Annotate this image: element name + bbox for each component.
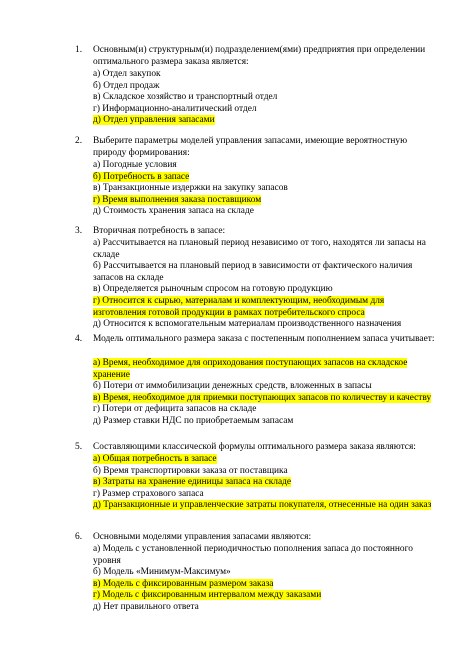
question-number: 6.: [75, 532, 83, 542]
option-b: б) Время транспортировки заказа от поставщика: [93, 465, 288, 476]
option-a: а) Время, необходимое для оприходования поступающих запасов на складское хранение: [93, 358, 408, 380]
question-stem: Вторичная потребность в запасе:: [93, 226, 226, 236]
option-d: д) Отдел управления запасами: [93, 115, 215, 126]
option-d: д) Транзакционные и управленческие затраты покупателя, отнесенные на один заказ: [93, 500, 432, 511]
option-g: г) Размер страхового запаса: [93, 488, 204, 499]
question-number: 3.: [75, 226, 83, 236]
options-list: [93, 69, 438, 127]
option-d: д) Относится к вспомогательным материалам производственного назначения: [93, 319, 402, 330]
question-number: 5.: [75, 442, 83, 452]
option-b: б) Потребность в запасе: [93, 171, 190, 182]
option-b: б) Отдел продаж: [93, 80, 160, 91]
option-b: б) Потери от иммобилизации денежных средств, вложенных в запасы: [93, 381, 372, 392]
option-v: в) Складское хозяйство и транспортный отдел: [93, 92, 278, 103]
option-v: в) Затраты на хранение единицы запаса на складе: [93, 477, 292, 488]
options-list: [93, 160, 438, 218]
option-b: б) Модель «Минимум-Максимум»: [93, 567, 231, 578]
option-d: д) Нет правильного ответа: [93, 601, 199, 612]
option-v: в) Определяется рыночным спросом на готовую продукцию: [93, 284, 333, 295]
question-number: 2.: [75, 136, 83, 146]
option-g: г) Потери от дефицита запасов на складе: [93, 404, 257, 415]
options-list: [93, 544, 438, 614]
options-list: [93, 358, 438, 428]
option-b: б) Рассчитывается на плановый период в зависимости от фактического наличия запасов на складе: [93, 261, 413, 283]
option-g: г) Информационно-аналитический отдел: [93, 103, 257, 114]
options-list: [93, 238, 438, 331]
question-stem: Основным(и) структурным(и) подразделением(ями) предприятия при определении оптимального размера заказа является:: [93, 45, 426, 67]
option-a: а) Погодные условия: [93, 160, 177, 170]
option-g: г) Время выполнения заказа поставщиком: [93, 194, 262, 205]
question-stem: Модель оптимального размера заказа с постепенным пополнением запаса учитывает:: [93, 334, 435, 344]
option-g: г) Модель с фиксированным интервалом между заказами: [93, 590, 322, 601]
option-d: д) Стоимость хранения запаса на складе: [93, 206, 254, 217]
option-v: в) Время, необходимое для приемки поступающих запасов по количеству и качеству: [93, 392, 432, 403]
option-v: в) Модель с фиксированным размером заказа: [93, 578, 274, 589]
question-stem: Составляющими классической формулы оптимального размера заказа являются:: [93, 442, 416, 452]
question-number: 4.: [75, 334, 83, 344]
question-stem: Основными моделями управления запасами являются:: [93, 532, 312, 542]
option-v: в) Транзакционные издержки на закупку запасов: [93, 183, 288, 194]
option-a: а) Отдел закупок: [93, 69, 161, 79]
question-stem: Выберите параметры моделей управления запасами, имеющие вероятностную природу формирования:: [93, 136, 408, 158]
option-a: а) Модель с установленной периодичностью пополнения запаса до постоянного уровня: [93, 544, 413, 566]
options-list: [93, 454, 438, 512]
question-number: 1.: [75, 45, 83, 55]
option-d: д) Размер ставки НДС по приобретаемым запасам: [93, 415, 294, 426]
option-a: а) Рассчитывается на плановый период независимо от того, находятся ли запасы на складе: [93, 238, 426, 260]
option-a: а) Общая потребность в запасе: [93, 454, 217, 464]
option-g: г) Относится к сырью, материалам и комплектующим, необходимым для изготовления готовой продукции в рамках потребительского спроса: [93, 295, 385, 318]
